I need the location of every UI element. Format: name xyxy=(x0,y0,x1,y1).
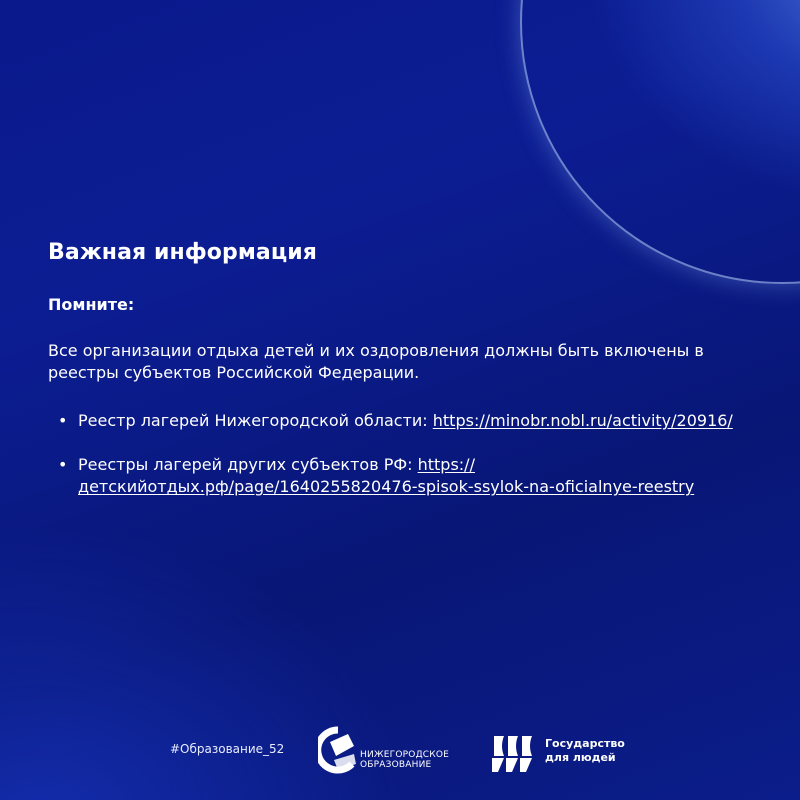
gov-slogan: Государство для людей xyxy=(545,737,625,764)
registry-list xyxy=(48,410,768,498)
info-paragraph: Все организации отдыха детей и их оздоровления должны быть включены в реестры субъектов Российской Федерации. xyxy=(48,341,704,382)
list-item-text: Реестры лагерей других субъектов РФ: xyxy=(78,455,418,474)
registry-link-nobl[interactable]: https://minobr.nobl.ru/activity/20916/ xyxy=(432,411,733,430)
bullet-icon: • xyxy=(58,455,68,474)
list-item xyxy=(48,454,768,498)
nizhegorodskoe-obrazovanie-logo-icon xyxy=(318,726,358,776)
reminder-label: Помните: xyxy=(48,295,135,314)
list-item xyxy=(48,410,768,432)
info-content xyxy=(48,240,768,520)
registry-link-other-regions[interactable]: https://детскийотдых.рф/page/1640255820476-spisok-ssylok-na-oficialnye-reestry xyxy=(78,455,695,496)
org-name: НИЖЕГОРОДСКОЕ ОБРАЗОВАНИЕ xyxy=(360,750,450,770)
footer xyxy=(0,720,800,780)
bullet-icon: • xyxy=(58,411,68,430)
page-title: Важная информация xyxy=(48,240,318,265)
gosudarstvo-dlya-lyudey-logo-icon xyxy=(490,734,534,774)
list-item-text: Реестр лагерей Нижегородской области: xyxy=(78,411,433,430)
hashtag: #Образование_52 xyxy=(170,742,285,756)
